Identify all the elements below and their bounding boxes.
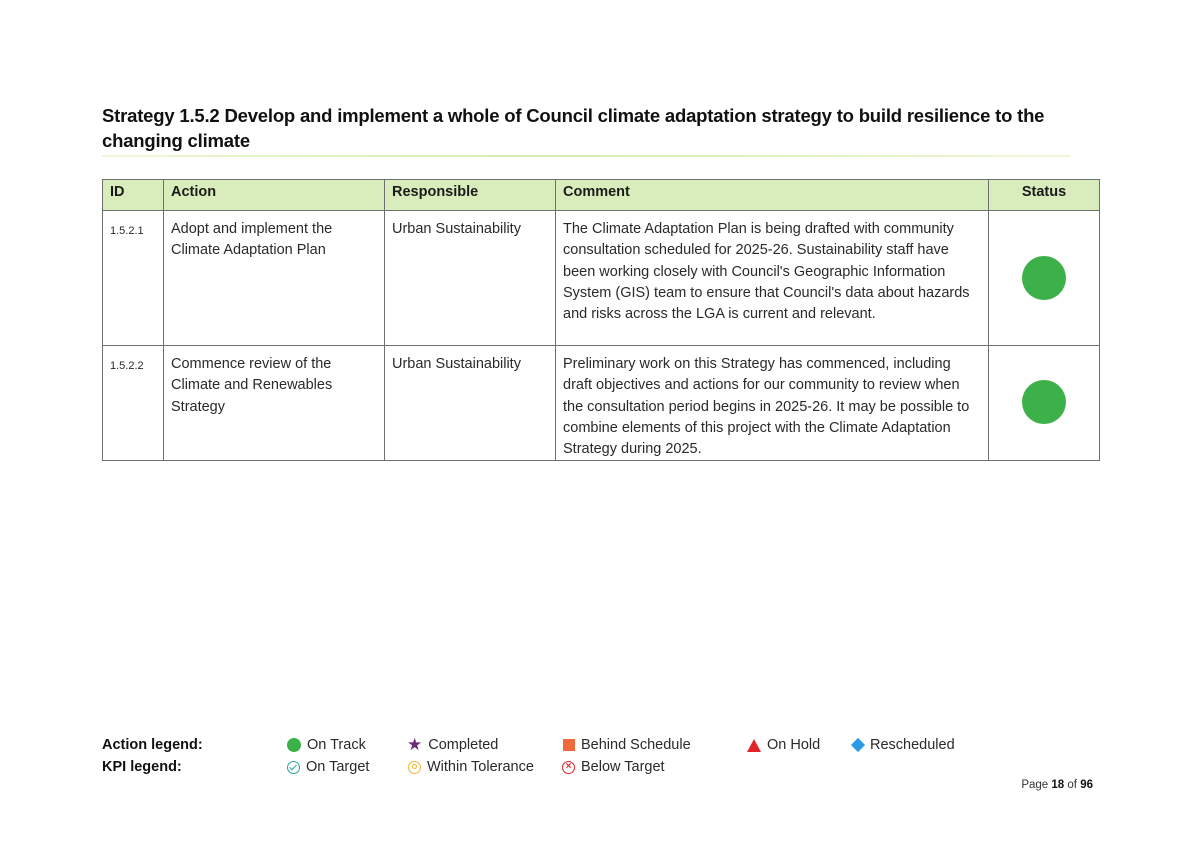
row-action: Commence review of the Climate and Renewables Strategy [164,346,385,461]
blue-diamond-icon [851,738,865,752]
legend-on-track [287,737,366,753]
row-action: Adopt and implement the Climate Adaptation Plan [164,211,385,346]
green-circle-icon [287,738,301,752]
table-row [103,346,1100,461]
header-responsible: Responsible [385,180,556,211]
kpi-legend-label: KPI legend: [102,759,182,775]
row-comment: The Climate Adaptation Plan is being drafted with community consultation scheduled for 2025-26. Sustainability staff have been working closely with Council's Geographic Information System (GIS) team to ensure that Council's data about hazards and risks across the LGA is current and relevant. [556,211,989,346]
row-status [989,211,1100,346]
red-triangle-icon [747,739,761,752]
x-circle-icon: × [562,761,575,774]
header-id: ID [103,180,164,211]
on-track-status-icon [1022,256,1066,300]
legend-behind-schedule [563,737,691,753]
page-total: 96 [1080,779,1093,791]
strategy-heading: Strategy 1.5.2 Develop and implement a whole of Council climate adaptation strategy to build resilience to the changing climate [102,105,1045,151]
legend-rescheduled [851,737,955,753]
legend-completed [407,737,498,753]
page-of: of [1067,779,1077,791]
legend-rescheduled-label: Rescheduled [870,737,955,753]
header-comment: Comment [556,180,989,211]
actions-table [102,179,1100,461]
row-responsible: Urban Sustainability [385,346,556,461]
row-comment: Preliminary work on this Strategy has commenced, including draft objectives and actions for our community to review when the consultation period begins in 2025-26. It may be possible to combine elements of this project with the Climate Adaptation Strategy during 2025. [556,346,989,461]
legend-completed-label: Completed [428,737,499,753]
table-header-row [103,180,1100,211]
row-status [989,346,1100,461]
header-action: Action [164,180,385,211]
header-status: Status [989,180,1100,211]
action-legend-label: Action legend: [102,737,203,753]
star-icon: ★ [407,735,423,754]
orange-square-icon [563,739,575,751]
row-id: 1.5.2.2 [103,346,164,461]
target-circle-icon [408,761,421,774]
page-prefix: Page [1021,779,1049,791]
page-current: 18 [1051,779,1065,791]
legend-below-target-label: Below Target [581,759,665,775]
legend-on-track-label: On Track [307,737,366,753]
row-responsible: Urban Sustainability [385,211,556,346]
legend-behind-schedule-label: Behind Schedule [581,737,691,753]
legend-on-hold [747,737,820,753]
on-track-status-icon [1022,380,1066,424]
page-number [1021,779,1093,791]
legend-on-target-label: On Target [306,759,370,775]
legend-below-target [562,759,665,775]
heading-underline [102,155,1070,157]
row-id: 1.5.2.1 [103,211,164,346]
table-row [103,211,1100,346]
legend-within-tolerance-label: Within Tolerance [427,759,534,775]
legend-on-target [287,759,369,775]
check-circle-icon [287,761,300,774]
legend-within-tolerance [408,759,534,775]
legend-on-hold-label: On Hold [767,737,821,753]
